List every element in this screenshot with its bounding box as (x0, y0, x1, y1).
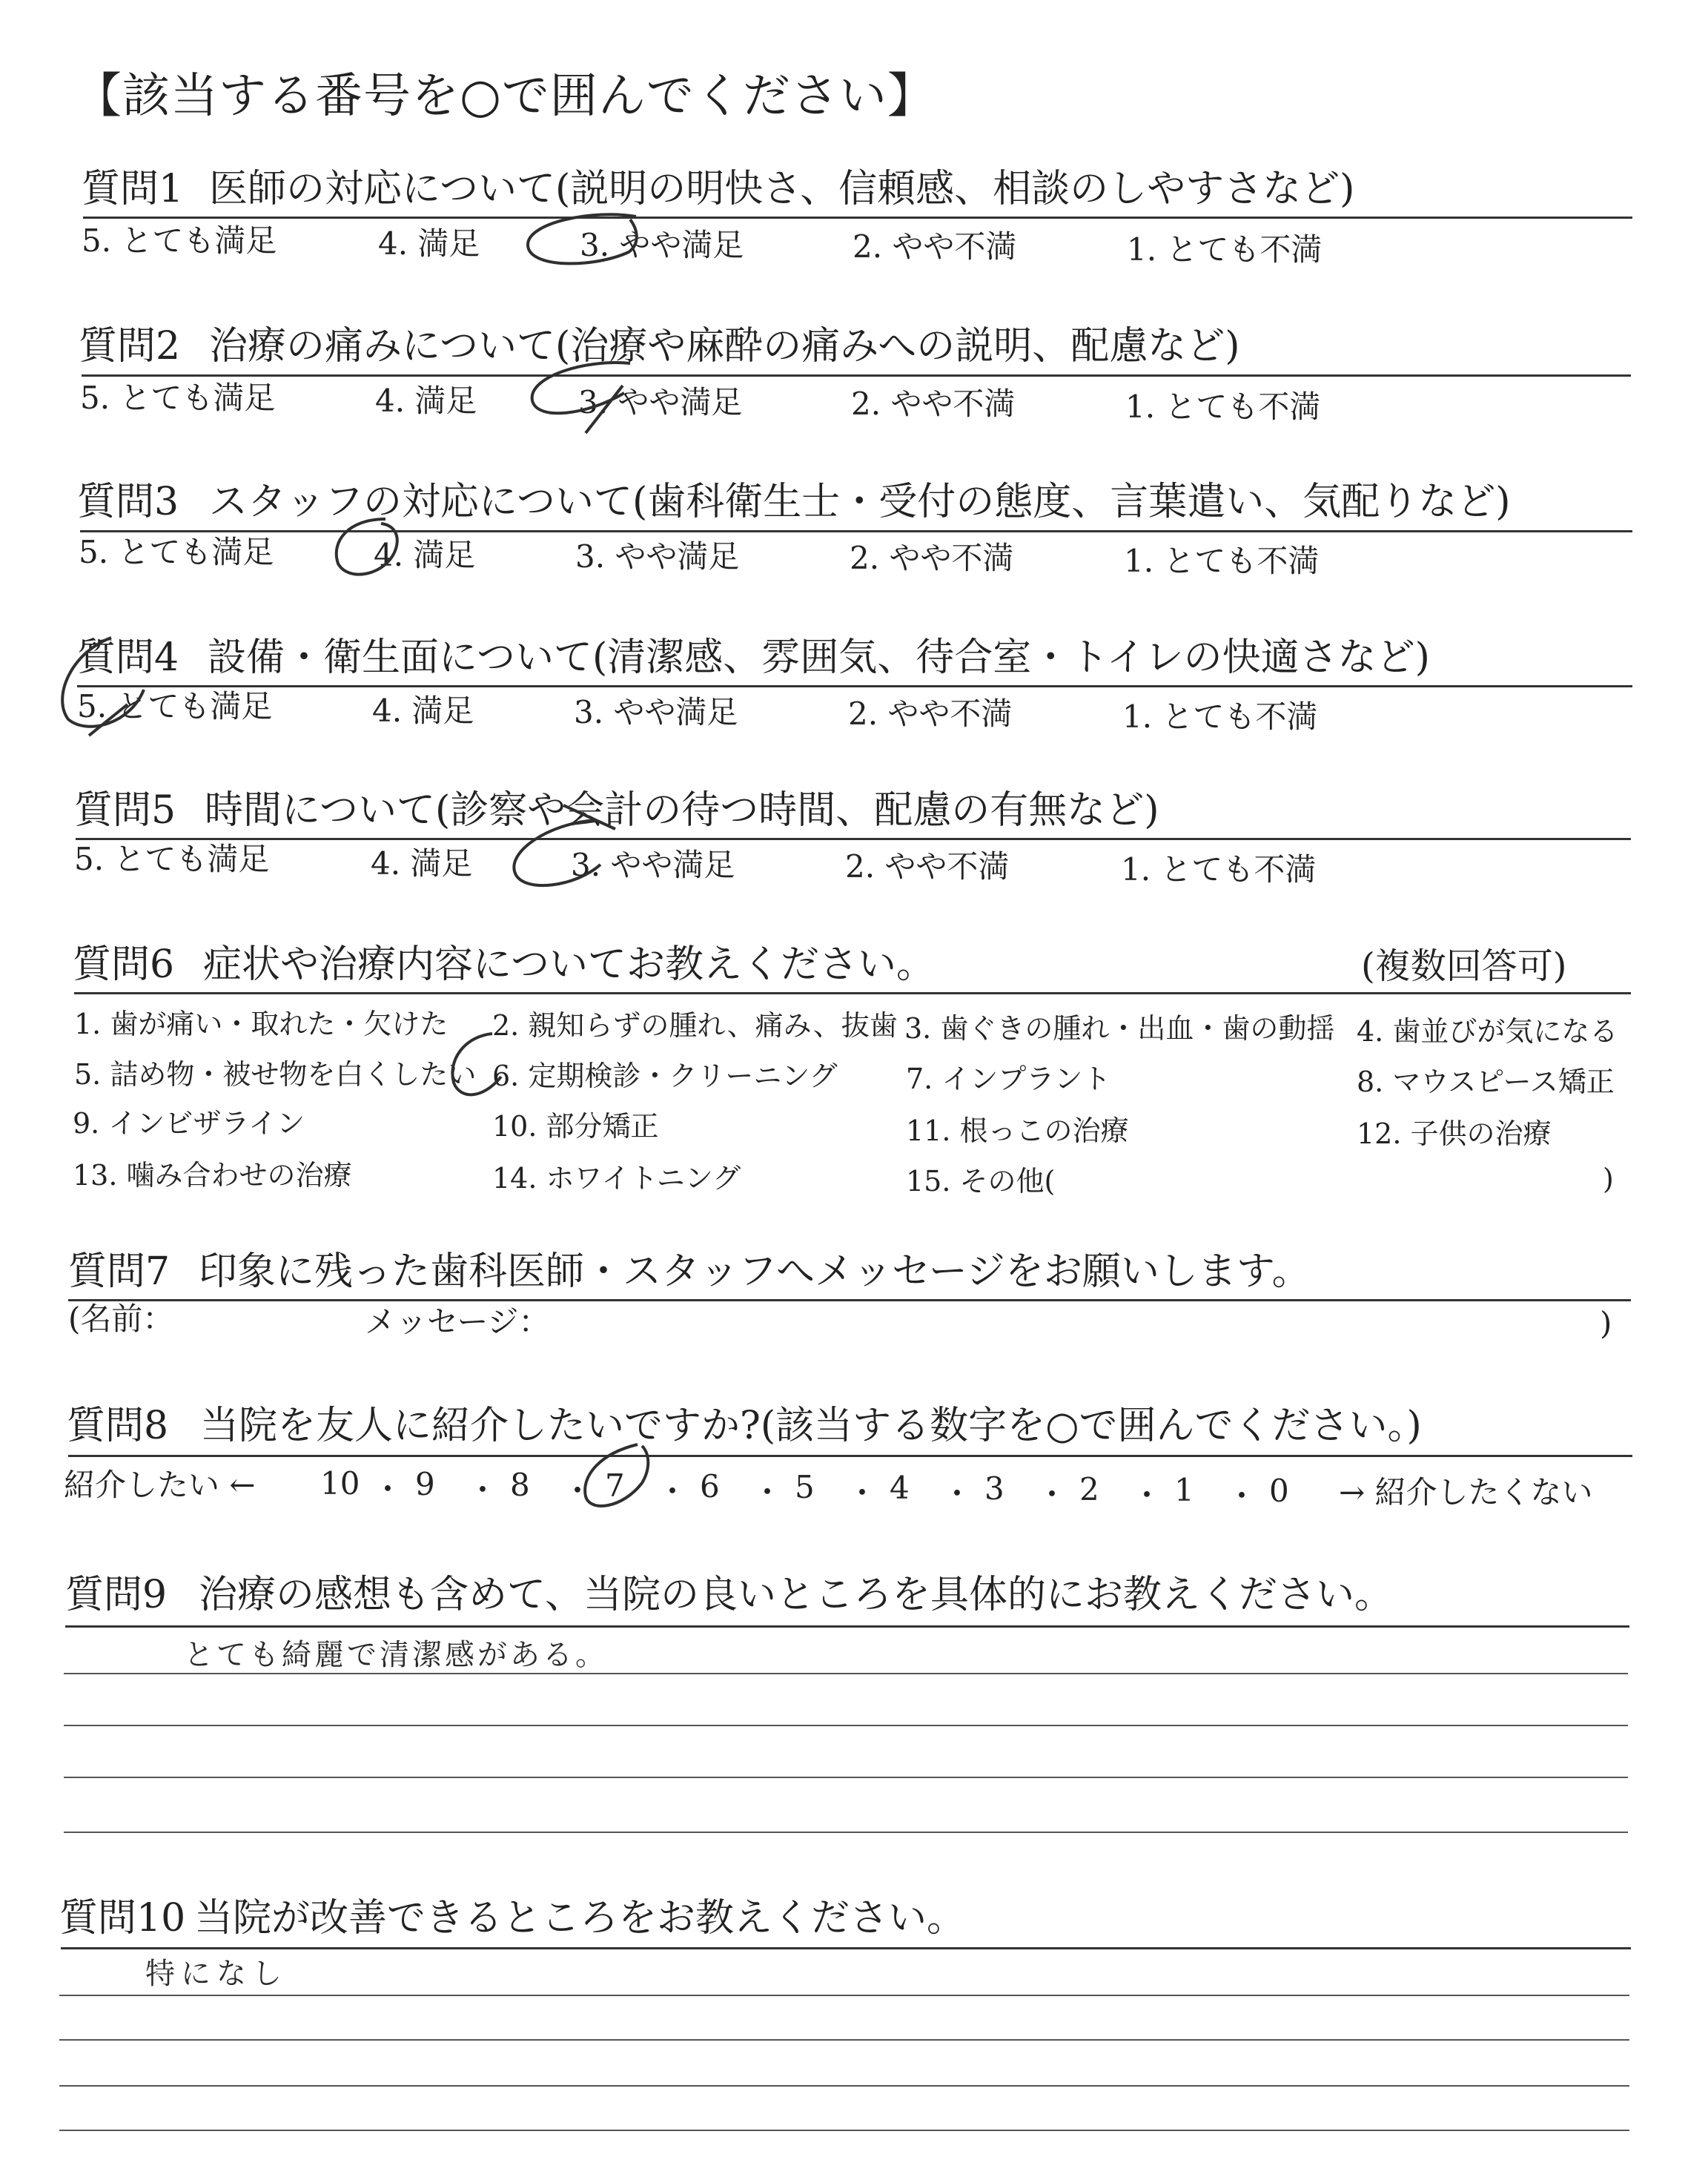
page-title: 【該当する番号を○で囲んでください】 (74, 69, 936, 124)
rating-option-5[interactable]: 5. とても満足 (77, 688, 273, 724)
divider (80, 530, 1632, 532)
scale-value[interactable]: 7 (605, 1467, 625, 1504)
rating-option-4[interactable]: 4. 満足 (374, 537, 476, 573)
writing-line (64, 1673, 1628, 1674)
writing-line (64, 1777, 1628, 1778)
symptom-option[interactable]: 14. ホワイトニング (492, 1162, 741, 1195)
recommend-left-label: 紹介したい ← (64, 1467, 256, 1503)
multiple-answer-note: (複数回答可) (1361, 945, 1567, 987)
scale-value[interactable]: 1 (1174, 1472, 1194, 1508)
rating-option-3[interactable]: 3. やや満足 (578, 384, 743, 420)
question-text: 設備・衛生面について(清潔感、雰囲気、待合室・トイレの快適さなど) (208, 635, 1430, 680)
rating-option-5[interactable]: 5. とても満足 (80, 380, 276, 416)
symptom-option[interactable]: 9. インビザライン (73, 1107, 305, 1140)
writing-line (64, 1832, 1628, 1833)
scale-value[interactable]: 0 (1269, 1473, 1289, 1509)
symptom-option[interactable]: 7. インプラント (906, 1063, 1111, 1095)
question-label: 質問1 (82, 167, 184, 211)
question-label: 質問7 (68, 1249, 171, 1294)
question-label: 質問8 (67, 1404, 169, 1448)
rating-option-1[interactable]: 1. とても不満 (1125, 389, 1321, 425)
rating-option-2[interactable]: 2. やや不満 (851, 386, 1016, 422)
scale-separator: ・ (372, 1471, 404, 1507)
rating-option-5[interactable]: 5. とても満足 (79, 534, 274, 570)
rating-option-3[interactable]: 3. やや満足 (574, 694, 738, 730)
symptom-option[interactable]: 13. 噛み合わせの治療 (73, 1159, 352, 1192)
scale-value[interactable]: 8 (510, 1467, 530, 1503)
symptom-option[interactable]: 5. 詰め物・被せ物を白くしたい (74, 1058, 477, 1091)
question-label: 質問6 (73, 942, 175, 987)
scale-separator: ・ (752, 1474, 784, 1510)
question-text: 症状や治療内容についてお教えください。 (203, 942, 935, 987)
rating-option-4[interactable]: 4. 満足 (375, 383, 477, 419)
rating-option-5[interactable]: 5. とても満足 (74, 841, 270, 877)
rating-option-2[interactable]: 2. やや不満 (845, 848, 1010, 885)
scale-separator: ・ (1131, 1477, 1163, 1513)
divider (76, 838, 1631, 840)
scale-value[interactable]: 3 (984, 1470, 1004, 1507)
handwritten-answer: とても綺麗で清潔感がある。 (184, 1638, 608, 1672)
rating-option-2[interactable]: 2. やや不満 (850, 540, 1014, 576)
question-text: 治療の痛みについて(治療や麻酔の痛みへの説明、配慮など) (209, 324, 1240, 369)
symptom-option[interactable]: 1. 歯が痛い・取れた・欠けた (74, 1008, 448, 1040)
question-text: 医師の対応について(説明の明快さ、信頼感、相談のしやすさなど) (209, 167, 1355, 211)
divider (68, 1299, 1631, 1301)
scale-separator: ・ (467, 1472, 499, 1508)
symptom-option[interactable]: 3. 歯ぐきの腫れ・出血・歯の動揺 (904, 1012, 1335, 1045)
symptom-option[interactable]: 6. 定期検診・クリーニング (492, 1060, 838, 1092)
divider (77, 685, 1632, 687)
symptom-option[interactable]: 12. 子供の治療 (1357, 1117, 1552, 1150)
question-text: 当院が改善できるところをお教えください。 (194, 1896, 966, 1941)
scale-value[interactable]: 9 (415, 1466, 435, 1502)
rating-option-1[interactable]: 1. とても不満 (1121, 851, 1317, 888)
symptom-option[interactable]: 11. 根っこの治療 (906, 1114, 1129, 1147)
writing-line (59, 2130, 1629, 2131)
question-text: スタッフの対応について(歯科衛生士・受付の態度、言葉遣い、気配りなど) (209, 480, 1511, 524)
divider (65, 1625, 1629, 1628)
question-label: 質問5 (74, 788, 176, 833)
handwritten-answer: 特になし (145, 1957, 288, 1991)
rating-option-1[interactable]: 1. とても不満 (1122, 698, 1318, 735)
scale-separator: ・ (1226, 1478, 1258, 1514)
symptom-option[interactable]: 10. 部分矯正 (492, 1110, 659, 1143)
question-text: 治療の感想も含めて、当院の良いところを具体的にお教えください。 (199, 1573, 1393, 1617)
scale-value[interactable]: 2 (1079, 1471, 1099, 1507)
rating-option-1[interactable]: 1. とても不満 (1127, 231, 1323, 268)
scale-separator: ・ (657, 1473, 689, 1510)
scale-value[interactable]: 10 (320, 1465, 360, 1502)
divider (83, 217, 1632, 219)
scale-separator: ・ (941, 1476, 973, 1512)
symptom-option[interactable]: 4. 歯並びが気になる (1357, 1015, 1618, 1048)
question-label: 質問3 (77, 480, 179, 524)
rating-option-3[interactable]: 3. やや満足 (575, 538, 740, 575)
rating-option-4[interactable]: 4. 満足 (371, 845, 473, 882)
message-label: メッセージ： (365, 1304, 550, 1340)
scale-separator: ・ (1036, 1476, 1068, 1513)
symptom-option-other[interactable]: 15. その他( (906, 1165, 1056, 1198)
question-text: 印象に残った歯科医師・スタッフへメッセージをお願いします。 (199, 1249, 1311, 1294)
rating-option-3[interactable]: 3. やや満足 (580, 227, 744, 263)
divider (74, 992, 1631, 994)
rating-option-2[interactable]: 2. やや不満 (848, 696, 1013, 732)
recommend-right-label: → 紹介したくない (1339, 1474, 1593, 1510)
message-close-paren: ) (1600, 1305, 1612, 1341)
rating-option-3[interactable]: 3. やや満足 (571, 847, 735, 883)
scale-value[interactable]: 4 (890, 1470, 910, 1506)
question-label: 質問2 (79, 324, 181, 369)
writing-line (59, 2085, 1629, 2087)
divider (61, 1947, 1631, 1949)
question-text: 当院を友人に紹介したいですか?(該当する数字を○で囲んでください。) (200, 1404, 1422, 1448)
question-text: 時間について(診察や会計の待つ時間、配慮の有無など) (205, 788, 1159, 833)
writing-line (59, 1995, 1629, 1996)
rating-option-4[interactable]: 4. 満足 (378, 225, 480, 262)
question-label: 質問9 (65, 1573, 168, 1617)
rating-option-5[interactable]: 5. とても満足 (82, 222, 277, 259)
name-label: (名前： (68, 1301, 174, 1337)
writing-line (64, 1725, 1628, 1726)
scale-value[interactable]: 6 (700, 1468, 720, 1505)
writing-line (59, 2039, 1629, 2041)
question-label: 質問4 (77, 635, 179, 680)
question-label: 質問10 (59, 1896, 186, 1941)
symptom-option[interactable]: 2. 親知らずの腫れ、痛み、抜歯 (492, 1009, 898, 1042)
scale-value[interactable]: 5 (795, 1469, 815, 1505)
symptom-option[interactable]: 8. マウスピース矯正 (1357, 1066, 1615, 1098)
rating-option-4[interactable]: 4. 満足 (372, 693, 474, 729)
rating-option-1[interactable]: 1. とても不満 (1124, 543, 1320, 579)
scale-separator: ・ (562, 1473, 594, 1509)
divider (82, 374, 1631, 377)
rating-option-2[interactable]: 2. やや不満 (853, 228, 1017, 265)
scale-separator: ・ (847, 1475, 878, 1511)
divider (68, 1455, 1632, 1457)
other-close-paren: ) (1603, 1163, 1614, 1195)
